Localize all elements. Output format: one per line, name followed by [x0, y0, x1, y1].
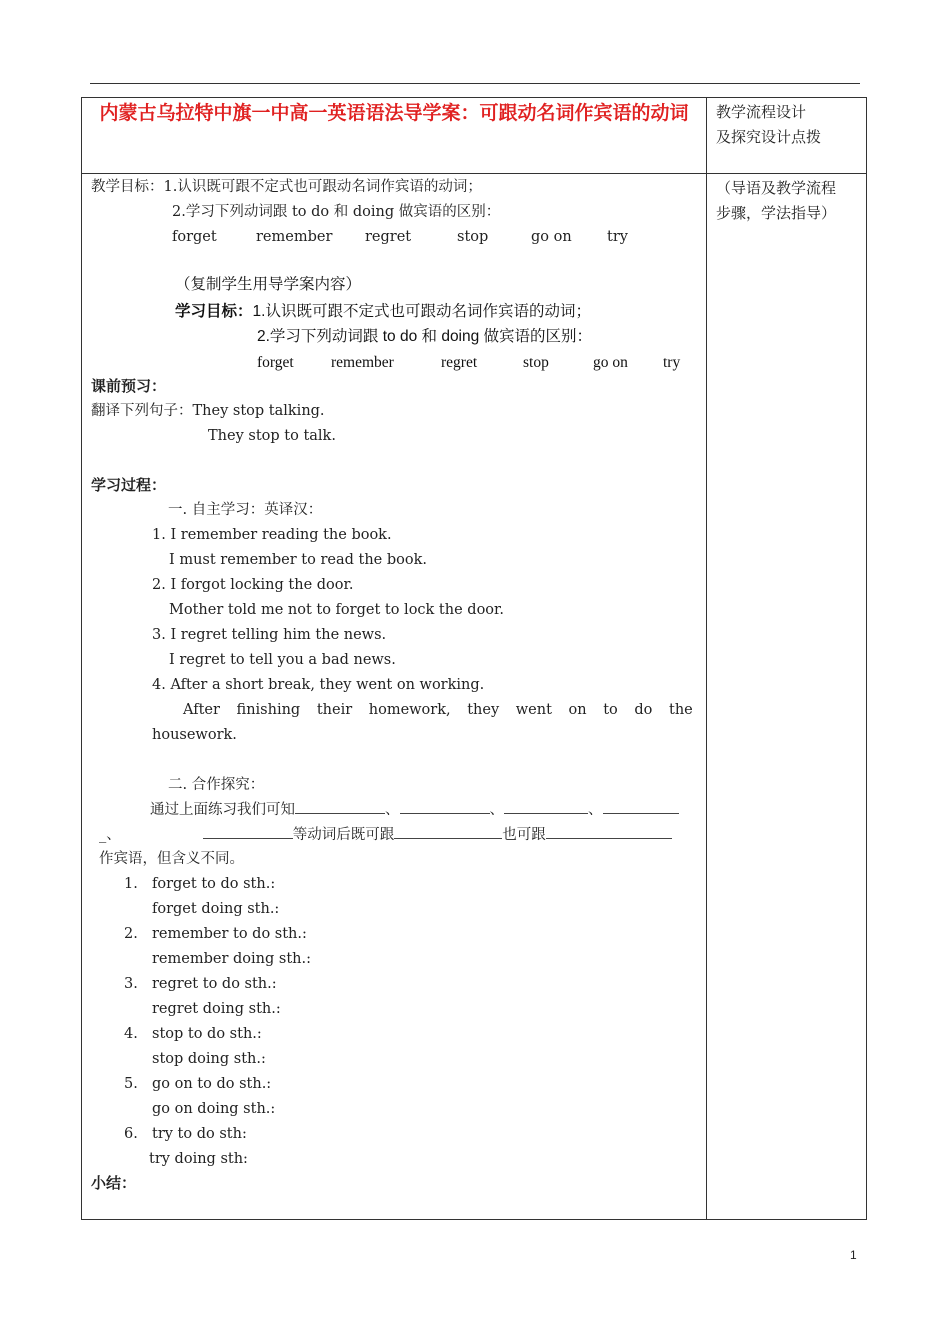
copied-verb-list	[257, 353, 680, 373]
fill-line1-text: 通过上面练习我们可知	[150, 802, 295, 818]
copied-verb-forget: forget	[257, 354, 294, 371]
preview-line1: 翻译下列句子：They stop talking.	[91, 403, 325, 419]
exercise-line-6: I regret to tell you a bad news.	[169, 652, 396, 668]
part2-title: 二. 合作探究：	[168, 777, 265, 793]
pair-number-3: 3.	[124, 976, 138, 992]
copied-verb-regret: regret	[441, 354, 478, 371]
exercise-line-8: After finishing their homework, they went on to do the	[183, 702, 693, 718]
exercise-line-5: 3. I regret telling him the news.	[152, 627, 387, 643]
side-note-line2: 步骤，学法指导）	[716, 204, 837, 222]
fill-blank-2[interactable]	[400, 799, 490, 814]
part1-title: 一. 自主学习：英译汉：	[168, 502, 323, 518]
exercise-line-9: housework.	[152, 727, 237, 743]
pair-number-1: 1.	[124, 876, 138, 892]
fill-blank-1[interactable]	[295, 799, 385, 814]
pair-2-a: remember to do sth.:	[152, 926, 307, 942]
verb-go-on: go on	[531, 229, 572, 245]
process-heading: 学习过程：	[91, 476, 167, 494]
verb-try: try	[607, 229, 628, 245]
lesson-table	[81, 97, 867, 1220]
exercise-line-7: 4. After a short break, they went on working.	[152, 677, 485, 693]
pair-5-a: go on to do sth.:	[152, 1076, 272, 1092]
fill-blank-6[interactable]	[394, 824, 502, 839]
objectives-line1: 教学目标：1.认识既可跟不定式也可跟动名词作宾语的动词；	[91, 179, 482, 195]
document-title: 内蒙古乌拉特中旗一中高一英语语法导学案：可跟动名词作宾语的动词	[99, 102, 689, 124]
pair-3-a: regret to do sth.:	[152, 976, 277, 992]
column-divider	[706, 98, 707, 1219]
copied-verb-go-on: go on	[593, 354, 628, 371]
exercise-line-3: 2. I forgot locking the door.	[152, 577, 354, 593]
copied-verb-stop: stop	[523, 354, 549, 371]
pair-2-b: remember doing sth.:	[152, 951, 311, 967]
exercise-line-1: 1. I remember reading the book.	[152, 527, 392, 543]
fill-blank-7[interactable]	[546, 824, 672, 839]
summary-heading: 小结：	[91, 1174, 137, 1192]
copied-verb-try: try	[663, 354, 681, 371]
copied-objective-text: 1.认识既可跟不定式也可跟动名词作宾语的动词；	[252, 303, 591, 320]
fill-line2-end: 也可跟	[502, 827, 546, 843]
copied-verb-remember: remember	[331, 354, 394, 371]
fill-blank-5[interactable]	[203, 824, 293, 839]
header-rule	[90, 83, 860, 84]
pair-number-5: 5.	[124, 1076, 138, 1092]
pair-1-b: forget doing sth.:	[152, 901, 280, 917]
verb-forget: forget	[172, 229, 217, 245]
verb-remember: remember	[256, 229, 333, 245]
pair-number-2: 2.	[124, 926, 138, 942]
fill-line-1	[150, 799, 679, 820]
side-header-line2: 及探究设计点拨	[716, 128, 822, 146]
pair-5-b: go on doing sth.:	[152, 1101, 276, 1117]
preview-heading: 课前预习：	[91, 377, 167, 395]
pair-6-b: try doing sth:	[149, 1151, 248, 1167]
pair-6-a: try to do sth:	[152, 1126, 247, 1142]
objectives-line2: 2.学习下列动词跟 to do 和 doing 做宾语的区别：	[172, 204, 501, 220]
fill-blank-4[interactable]	[603, 799, 679, 814]
fill-sep-2: 、	[489, 802, 504, 818]
pair-number-4: 4.	[124, 1026, 138, 1042]
objectives-verb-list	[172, 227, 628, 247]
fill-sep-1: 、	[385, 802, 400, 818]
fill-line2-mid: 等动词后既可跟	[292, 827, 395, 843]
row-divider	[82, 173, 866, 174]
page-number: 1	[850, 1248, 857, 1262]
fill-blank-3[interactable]	[504, 799, 588, 814]
preview-line2: They stop to talk.	[208, 428, 336, 444]
fill-sep-3: 、	[588, 802, 603, 818]
fill-line-2	[99, 824, 672, 845]
copied-objective-line2: 2.学习下列动词跟 to do 和 doing 做宾语的区别：	[257, 328, 593, 345]
exercise-line-4: Mother told me not to forget to lock the door.	[169, 602, 504, 618]
side-note-line1: （导语及教学流程	[716, 179, 837, 197]
copied-objective-label: 学习目标：	[175, 302, 253, 320]
copied-note: （复制学生用导学案内容）	[175, 276, 362, 293]
pair-4-b: stop doing sth.:	[152, 1051, 266, 1067]
copied-objective-line1	[175, 301, 591, 322]
fill-line2-start: _、	[99, 827, 121, 843]
pair-4-a: stop to do sth.:	[152, 1026, 262, 1042]
pair-3-b: regret doing sth.:	[152, 1001, 281, 1017]
pair-1-a: forget to do sth.:	[152, 876, 276, 892]
pair-number-6: 6.	[124, 1126, 138, 1142]
side-header-line1: 教学流程设计	[716, 103, 807, 121]
fill-line-3: 作宾语，但含义不同。	[99, 851, 244, 867]
verb-stop: stop	[457, 229, 489, 245]
verb-regret: regret	[365, 229, 412, 245]
exercise-line-2: I must remember to read the book.	[169, 552, 428, 568]
